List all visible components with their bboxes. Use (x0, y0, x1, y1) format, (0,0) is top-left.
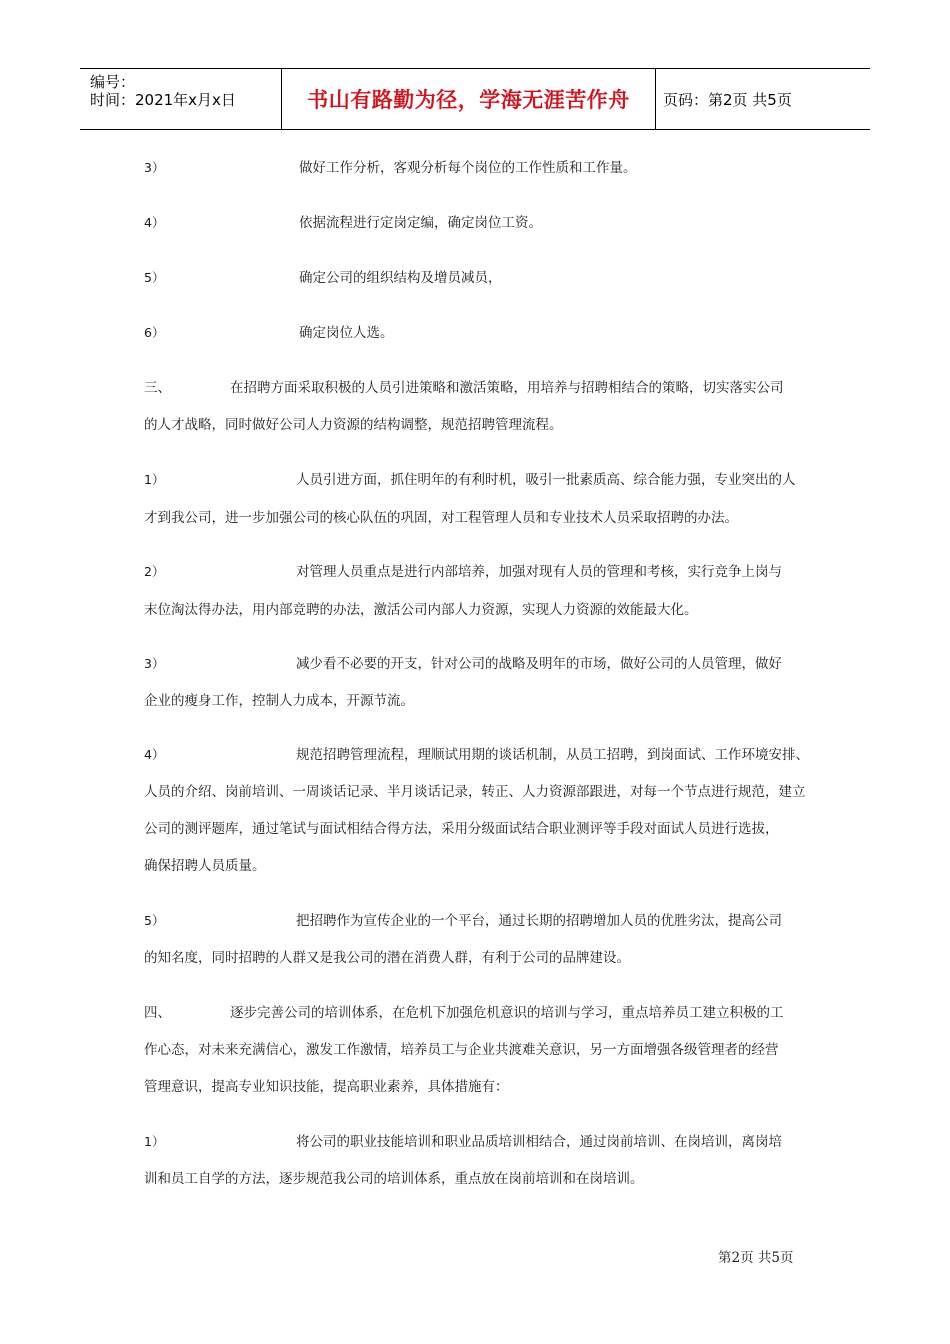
list-item-text: 企业的瘦身工作，控制人力成本，开源节流。 (144, 693, 414, 709)
section-text: 在招聘方面采取积极的人员引进策略和激活策略，用培养与招聘相结合的策略，切实落实公司 (230, 380, 784, 396)
list-item-text: 把招聘作为宣传企业的一个平台，通过长期的招聘增加人员的优胜劣汰，提高公司 (296, 913, 782, 929)
list-item-number: 5） (144, 270, 165, 285)
list-item-text: 才到我公司，进一步加强公司的核心队伍的巩固，对工程管理人员和专业技术人员采取招聘的办法。 (144, 510, 738, 526)
header-page-cell (655, 69, 870, 129)
list-item-text: 确保招聘人员质量。 (144, 858, 266, 874)
list-item-text: 人员引进方面，抓住明年的有利时机，吸引一批素质高、综合能力强，专业突出的人 (296, 472, 796, 488)
page-footer-number: 第2页 共5页 (718, 1250, 794, 1266)
list-item-text: 依据流程进行定岗定编，确定岗位工资。 (299, 215, 542, 231)
list-item-text: 做好工作分析，客观分析每个岗位的工作性质和工作量。 (299, 160, 637, 176)
section-text: 作心态，对未来充满信心，激发工作激情，培养员工与企业共渡难关意识，另一方面增强各级管理者的经营 (144, 1042, 779, 1058)
document-time-label: 时间：2021年x月x日 (90, 91, 236, 109)
section-number: 四、 (144, 1005, 171, 1021)
list-item-text: 末位淘汰得办法，用内部竞聘的办法，激活公司内部人力资源，实现人力资源的效能最大化。 (144, 602, 698, 618)
list-item-text: 减少看不必要的开支，针对公司的战略及明年的市场，做好公司的人员管理，做好 (296, 656, 782, 672)
list-item-number: 3） (144, 160, 165, 175)
header-left-cell (80, 69, 281, 129)
list-item-text: 公司的测评题库，通过笔试与面试相结合得方法，采用分级面试结合职业测评等手段对面试人员进行选拔， (144, 821, 779, 837)
header-motto-cell (281, 69, 656, 129)
list-item-number: 1） (144, 472, 165, 487)
section-text: 管理意识，提高专业知识技能，提高职业素养，具体措施有： (144, 1079, 509, 1095)
list-item-number: 5） (144, 913, 165, 928)
list-item-text: 确定岗位人选。 (299, 325, 394, 341)
section-text: 逐步完善公司的培训体系，在危机下加强危机意识的培训与学习，重点培养员工建立积极的工 (230, 1005, 784, 1021)
section-number: 三、 (144, 380, 171, 396)
list-item-number: 3） (144, 656, 165, 671)
list-item-text: 对管理人员重点是进行内部培养，加强对现有人员的管理和考核，实行竞争上岗与 (296, 564, 782, 580)
header-page-info: 页码：第2页 共5页 (663, 90, 792, 109)
document-number-label: 编号： (90, 73, 136, 91)
list-item-number: 1） (144, 1134, 165, 1149)
list-item-number: 6） (144, 325, 165, 340)
section-text: 的人才战略，同时做好公司人力资源的结构调整，规范招聘管理流程。 (144, 417, 563, 433)
list-item-number: 4） (144, 747, 165, 762)
page-header (80, 68, 870, 130)
list-item-text: 确定公司的组织结构及增员减员， (299, 270, 502, 286)
list-item-number: 2） (144, 564, 165, 579)
list-item-text: 将公司的职业技能培训和职业品质培训相结合，通过岗前培训、在岗培训，离岗培 (296, 1134, 782, 1150)
list-item-text: 规范招聘管理流程，理顺试用期的谈话机制，从员工招聘，到岗面试、工作环境安排、 (296, 747, 809, 763)
list-item-number: 4） (144, 215, 165, 230)
list-item-text: 训和员工自学的方法，逐步规范我公司的培训体系，重点放在岗前培训和在岗培训。 (144, 1171, 644, 1187)
list-item-text: 的知名度，同时招聘的人群又是我公司的潜在消费人群，有利于公司的品牌建设。 (144, 950, 630, 966)
header-motto: 书山有路勤为径，学海无涯苦作舟 (307, 88, 630, 112)
list-item-text: 人员的介绍、岗前培训、一周谈话记录、半月谈话记录，转正、人力资源部跟进，对每一个节点进行规范，建立 (144, 784, 806, 800)
